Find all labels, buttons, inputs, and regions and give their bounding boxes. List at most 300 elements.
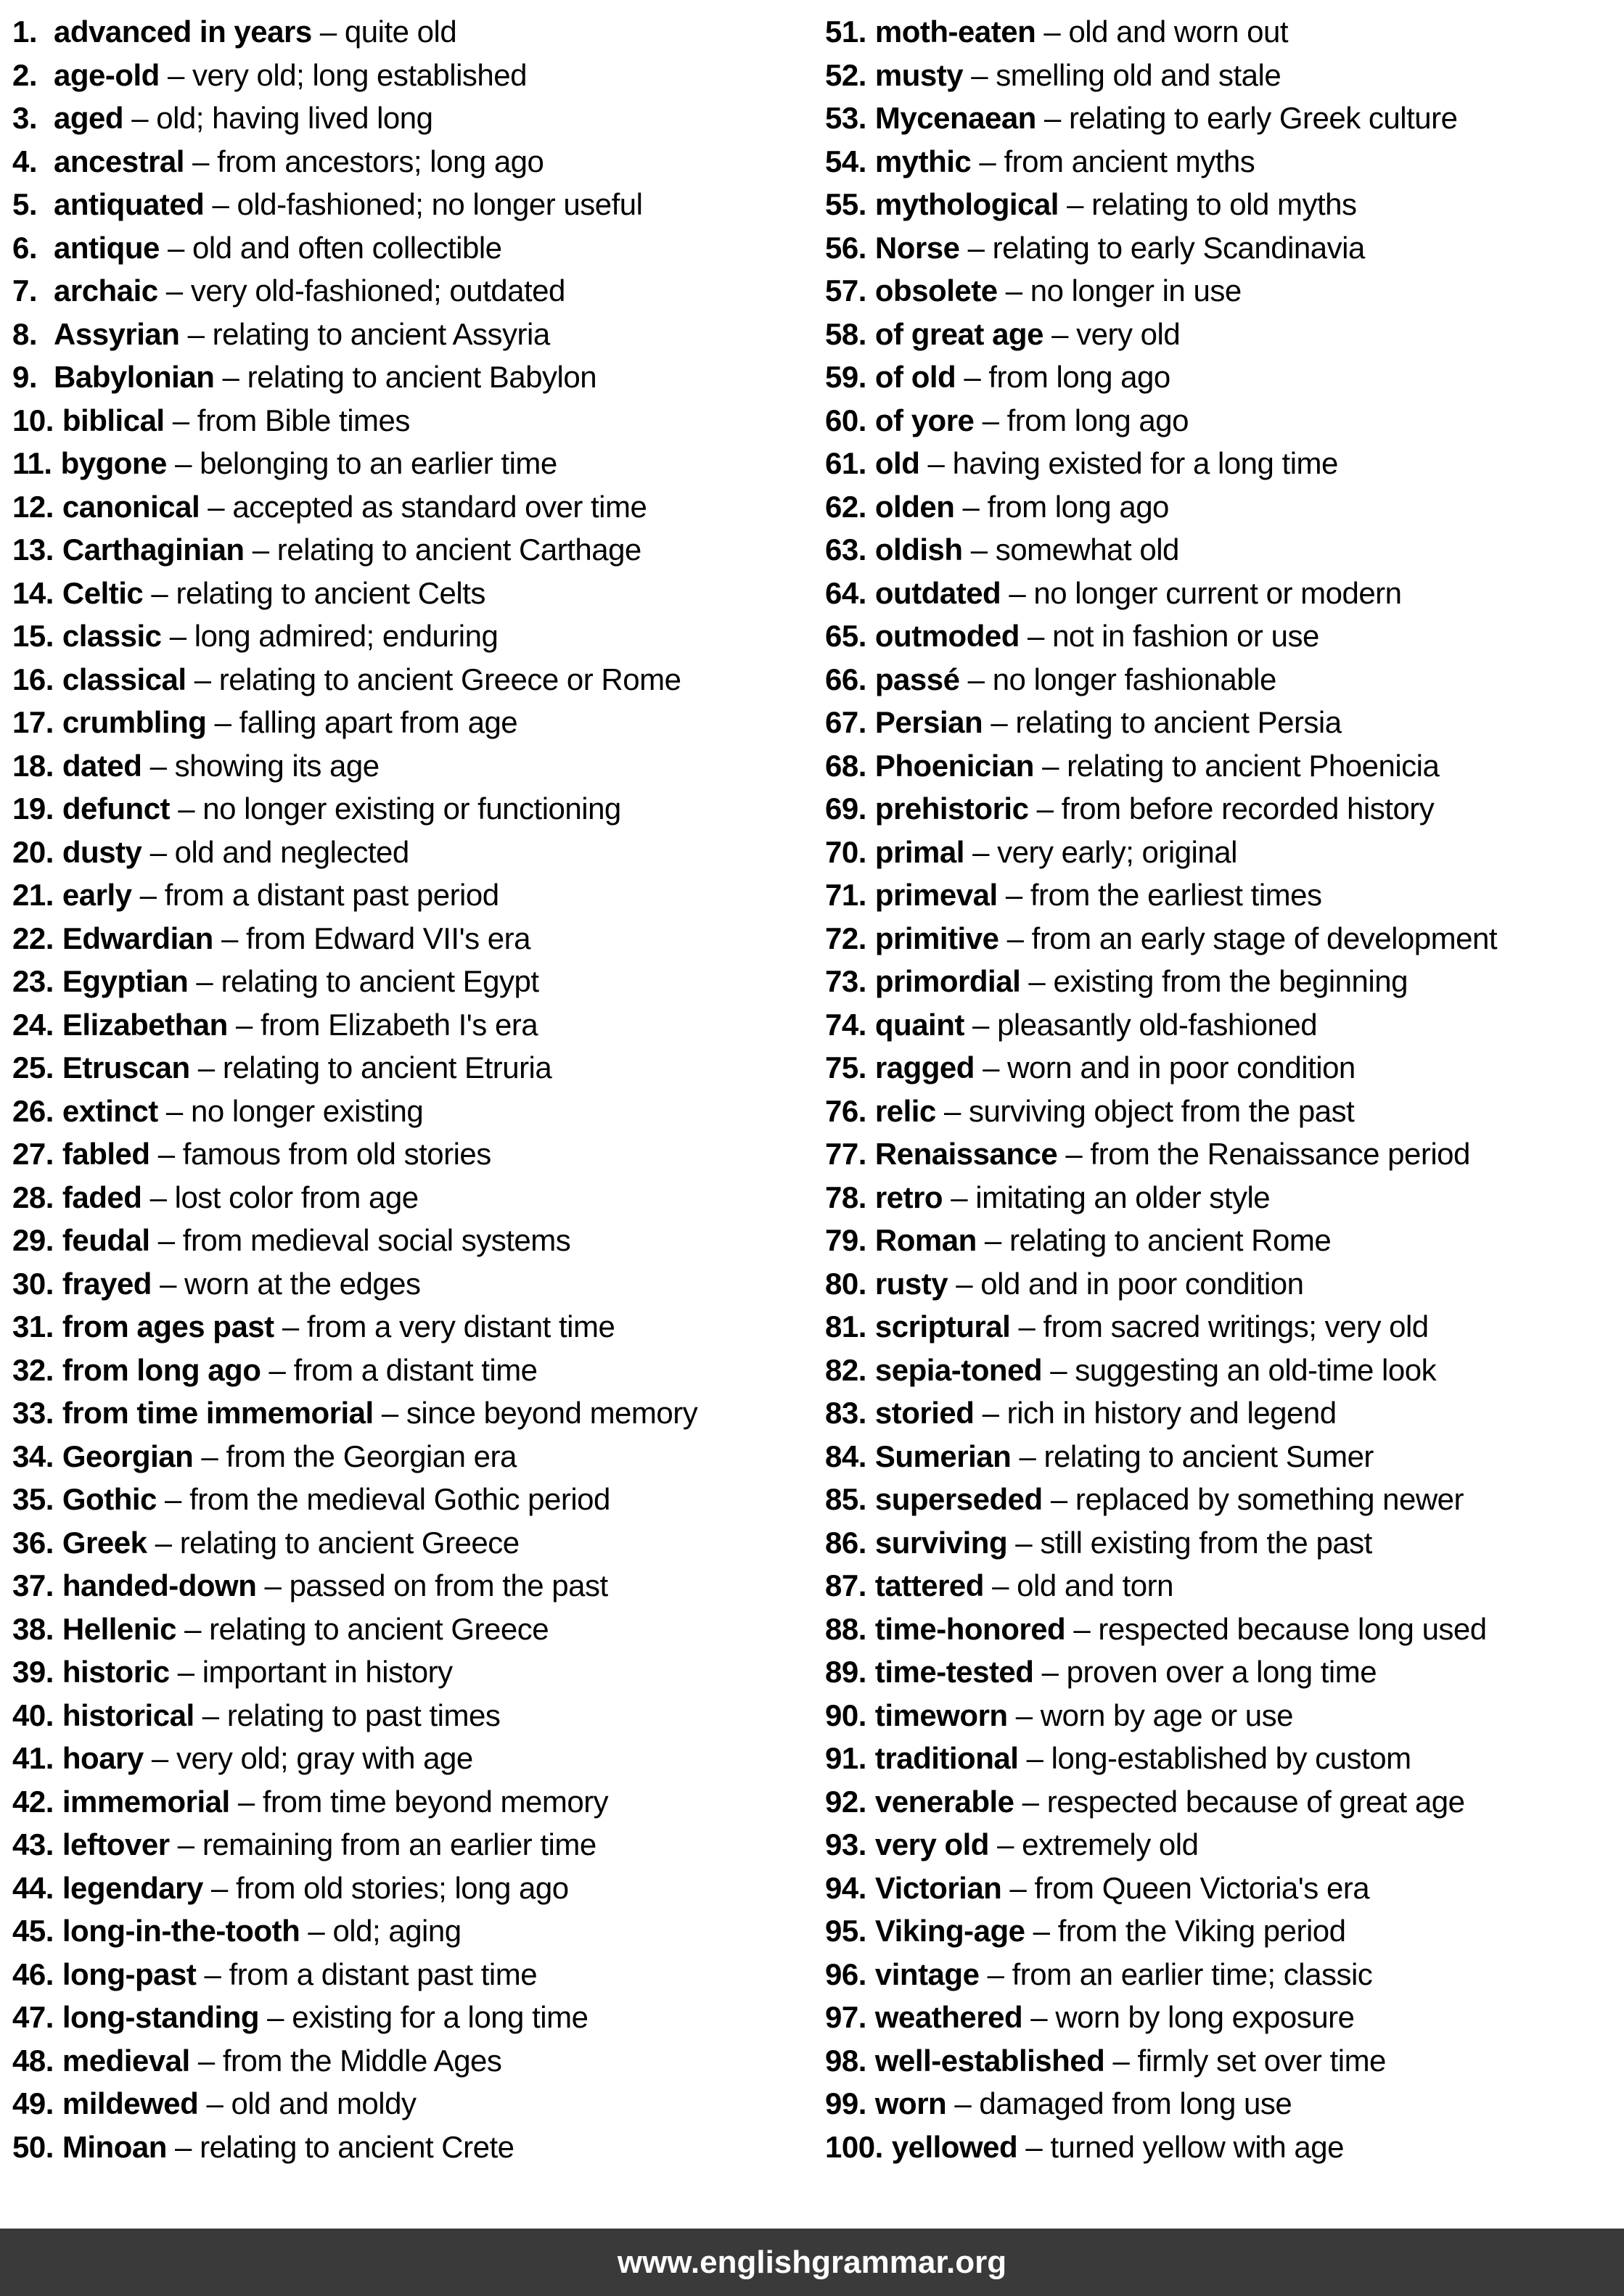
item-number: 8. <box>12 316 38 351</box>
item-term: advanced in years <box>54 15 312 49</box>
item-separator: – <box>1001 1870 1035 1905</box>
list-item <box>825 442 1624 485</box>
item-term: Georgian <box>62 1439 194 1473</box>
item-number: 70. <box>825 834 866 869</box>
item-text <box>62 1090 423 1133</box>
item-separator: – <box>194 1698 227 1732</box>
item-text <box>62 917 530 960</box>
item-term: scriptural <box>874 1309 1011 1344</box>
item-term: outmoded <box>874 619 1020 653</box>
item-separator: – <box>1001 575 1034 610</box>
item-definition: relating to ancient Crete <box>200 2129 514 2164</box>
item-definition: lost color from age <box>174 1180 419 1214</box>
item-definition: no longer existing <box>190 1093 424 1128</box>
item-separator: – <box>200 489 233 524</box>
list-item <box>12 96 812 140</box>
list-item <box>825 54 1624 97</box>
list-item <box>12 744 812 788</box>
item-number: 78. <box>825 1180 866 1214</box>
item-text <box>875 442 1338 485</box>
list-item <box>825 744 1624 788</box>
item-separator: – <box>143 575 176 610</box>
list-item <box>12 1305 812 1349</box>
item-definition: rich in history and legend <box>1006 1396 1337 1430</box>
item-separator: – <box>974 403 1007 437</box>
list-item <box>12 1219 812 1262</box>
item-term: Phoenician <box>874 748 1034 783</box>
item-separator: – <box>189 2043 223 2078</box>
item-definition: long admired; enduring <box>194 619 499 653</box>
item-term: worn <box>874 2086 947 2120</box>
item-text <box>62 1305 615 1349</box>
item-text <box>875 614 1319 658</box>
list-item <box>825 355 1624 399</box>
item-definition: no longer fashionable <box>992 662 1276 696</box>
item-text <box>54 10 456 54</box>
item-definition: old and moldy <box>231 2086 417 2120</box>
item-text <box>62 1780 608 1824</box>
item-term: from time immemorial <box>62 1396 374 1430</box>
item-separator: – <box>149 1223 183 1257</box>
item-definition: relating to ancient Phoenicia <box>1067 748 1440 783</box>
item-definition: from the medieval Gothic period <box>189 1482 610 1516</box>
item-term: ragged <box>874 1050 975 1085</box>
item-term: yellowed <box>891 2129 1018 2164</box>
item-separator: – <box>946 2086 980 2120</box>
item-number: 93. <box>825 1827 866 1861</box>
list-item <box>12 313 812 356</box>
item-definition: turned yellow with age <box>1050 2129 1344 2164</box>
list-item <box>825 226 1624 270</box>
list-item <box>825 917 1624 960</box>
item-definition: somewhat old <box>995 532 1179 567</box>
item-definition: from the earliest times <box>1030 878 1322 912</box>
list-item <box>12 1521 812 1565</box>
item-separator: – <box>300 1914 333 1948</box>
item-definition: not in fashion or use <box>1052 619 1319 653</box>
item-term: Assyrian <box>54 316 180 351</box>
item-text <box>54 269 565 313</box>
item-number: 6. <box>12 230 38 265</box>
list-item <box>825 873 1624 917</box>
list-item <box>12 1780 812 1824</box>
item-text <box>54 355 596 399</box>
item-term: Sumerian <box>874 1439 1012 1473</box>
item-separator: – <box>142 1180 175 1214</box>
item-text <box>62 485 647 529</box>
item-number: 81. <box>825 1309 866 1344</box>
item-number: 42. <box>12 1784 54 1819</box>
item-text <box>54 54 527 97</box>
item-number: 82. <box>825 1352 866 1387</box>
item-separator: – <box>1014 1784 1047 1819</box>
item-definition: passed on from the past <box>289 1568 608 1602</box>
item-definition: from ancient myths <box>1004 144 1255 178</box>
item-number: 45. <box>12 1914 54 1948</box>
item-definition: from Queen Victoria's era <box>1034 1870 1370 1905</box>
item-separator: – <box>176 1611 210 1646</box>
item-text <box>62 1953 537 1996</box>
item-text <box>875 1608 1487 1651</box>
item-number: 12. <box>12 489 54 524</box>
list-item <box>12 1909 812 1953</box>
item-term: Minoan <box>62 2129 167 2164</box>
item-definition: existing from the beginning <box>1053 964 1408 998</box>
item-definition: very old-fashioned; outdated <box>190 273 565 308</box>
list-item <box>12 140 812 184</box>
item-term: tattered <box>874 1568 984 1602</box>
item-definition: replaced by something newer <box>1075 1482 1464 1516</box>
item-separator: – <box>1007 1698 1041 1732</box>
item-text <box>875 1176 1270 1219</box>
item-separator: – <box>988 1827 1022 1861</box>
item-separator: – <box>1033 1655 1067 1689</box>
item-separator: – <box>157 273 191 308</box>
item-term: legendary <box>62 1870 203 1905</box>
item-term: bygone <box>60 446 167 480</box>
item-number: 44. <box>12 1870 54 1905</box>
item-number: 41. <box>12 1741 54 1775</box>
item-text <box>875 701 1342 744</box>
item-number: 40. <box>12 1698 54 1732</box>
item-text <box>875 658 1276 701</box>
item-definition: relating to early Scandinavia <box>992 230 1365 265</box>
item-term: archaic <box>54 273 158 308</box>
list-item <box>12 831 812 874</box>
item-term: very old <box>874 1827 989 1861</box>
item-text <box>875 399 1189 443</box>
list-item <box>12 528 812 572</box>
item-number: 29. <box>12 1223 54 1257</box>
item-separator: – <box>997 878 1030 912</box>
list-item <box>825 658 1624 701</box>
item-definition: no longer existing or functioning <box>202 791 621 826</box>
item-term: weathered <box>874 2000 1023 2034</box>
item-number: 79. <box>825 1223 866 1257</box>
item-term: of great age <box>874 316 1043 351</box>
list-item <box>825 1564 1624 1608</box>
item-separator: – <box>974 1050 1008 1085</box>
item-text <box>62 572 485 615</box>
item-number: 69. <box>825 791 866 826</box>
item-number: 55. <box>825 187 866 221</box>
item-text <box>875 1478 1464 1521</box>
item-separator: – <box>1007 1525 1041 1560</box>
item-text <box>62 1564 608 1608</box>
item-text <box>62 1349 538 1392</box>
item-definition: from Bible times <box>197 403 410 437</box>
item-number: 51. <box>825 15 866 49</box>
item-number: 64. <box>825 575 866 610</box>
item-separator: – <box>204 187 237 221</box>
item-definition: from long ago <box>1006 403 1189 437</box>
item-term: Carthaginian <box>62 532 245 567</box>
item-term: Viking-age <box>874 1914 1025 1948</box>
item-number: 35. <box>12 1482 54 1516</box>
item-term: Elizabethan <box>62 1007 228 1042</box>
item-definition: belonging to an earlier time <box>200 446 557 480</box>
item-number: 48. <box>12 2043 54 2078</box>
item-text <box>875 1305 1429 1349</box>
item-number: 61. <box>825 446 866 480</box>
item-separator: – <box>1028 791 1062 826</box>
item-number: 58. <box>825 316 866 351</box>
item-text <box>875 528 1179 572</box>
item-number: 87. <box>825 1568 866 1602</box>
list-item <box>12 960 812 1003</box>
item-definition: old and neglected <box>174 834 409 869</box>
item-text <box>875 355 1170 399</box>
item-separator: – <box>919 446 953 480</box>
item-definition: from medieval social systems <box>182 1223 571 1257</box>
item-number: 96. <box>825 1956 866 1991</box>
item-number: 84. <box>825 1439 866 1473</box>
item-separator: – <box>1104 2043 1138 2078</box>
list-item <box>825 1435 1624 1478</box>
item-definition: from the Viking period <box>1057 1914 1346 1948</box>
item-separator: – <box>1065 1611 1099 1646</box>
item-number: 16. <box>12 662 54 696</box>
item-separator: – <box>202 1870 237 1905</box>
item-separator: – <box>1020 964 1054 998</box>
list-item <box>12 1003 812 1047</box>
item-number: 24. <box>12 1007 54 1042</box>
item-term: relic <box>874 1093 936 1128</box>
item-separator: – <box>962 532 996 567</box>
item-term: Norse <box>874 230 960 265</box>
item-term: hoary <box>62 1741 144 1775</box>
item-term: outdated <box>874 575 1001 610</box>
item-text <box>62 1737 473 1780</box>
item-definition: relating to old myths <box>1091 187 1357 221</box>
list-item <box>825 1391 1624 1435</box>
item-definition: old and in poor condition <box>980 1266 1304 1301</box>
item-definition: old; aging <box>332 1914 462 1948</box>
item-term: retro <box>874 1180 943 1214</box>
list-item <box>825 572 1624 615</box>
list-item <box>12 572 812 615</box>
item-term: long-standing <box>62 2000 260 2034</box>
item-text <box>875 54 1281 97</box>
list-item <box>825 183 1624 226</box>
item-number: 7. <box>12 273 38 308</box>
item-term: prehistoric <box>874 791 1029 826</box>
list-item <box>12 1435 812 1478</box>
list-item <box>12 1478 812 1521</box>
item-number: 57. <box>825 273 866 308</box>
item-separator: – <box>193 1439 226 1473</box>
item-term: olden <box>874 489 955 524</box>
item-text <box>54 96 433 140</box>
item-text <box>54 226 502 270</box>
item-text <box>875 313 1180 356</box>
item-term: defunct <box>62 791 171 826</box>
item-number: 28. <box>12 1180 54 1214</box>
item-term: early <box>62 878 132 912</box>
list-item <box>825 1305 1624 1349</box>
item-separator: – <box>227 1007 261 1042</box>
item-text <box>62 1909 462 1953</box>
item-term: historical <box>62 1698 194 1732</box>
item-definition: having existed for a long time <box>952 446 1338 480</box>
list-item <box>12 1391 812 1435</box>
item-text <box>875 2082 1292 2126</box>
item-separator: – <box>164 403 197 437</box>
item-number: 30. <box>12 1266 54 1301</box>
item-separator: – <box>311 15 345 49</box>
item-separator: – <box>959 662 993 696</box>
item-term: of yore <box>874 403 975 437</box>
item-term: long-past <box>62 1956 197 1991</box>
item-definition: from long ago <box>987 489 1169 524</box>
item-text <box>62 399 410 443</box>
item-definition: from Edward VII's era <box>245 921 530 955</box>
item-text <box>62 831 409 874</box>
list-item <box>825 1349 1624 1392</box>
list-item <box>825 1737 1624 1780</box>
item-term: obsolete <box>874 273 998 308</box>
item-separator: – <box>184 144 218 178</box>
list-item <box>12 614 812 658</box>
item-number: 47. <box>12 2000 54 2034</box>
item-text <box>62 1391 697 1435</box>
item-definition: suggesting an old-time look <box>1075 1352 1437 1387</box>
list-item <box>825 485 1624 529</box>
item-separator: – <box>166 2129 200 2164</box>
item-term: primordial <box>874 964 1021 998</box>
item-number: 25. <box>12 1050 54 1085</box>
item-definition: falling apart from age <box>239 705 518 739</box>
item-number: 63. <box>825 532 866 567</box>
item-text <box>62 1650 453 1694</box>
list-item <box>825 140 1624 184</box>
item-separator: – <box>959 230 993 265</box>
footer-url: www.englishgrammar.org <box>617 2244 1007 2280</box>
item-definition: proven over a long time <box>1066 1655 1377 1689</box>
item-separator: – <box>189 1050 223 1085</box>
item-definition: from old stories; long ago <box>236 1870 569 1905</box>
item-term: from long ago <box>62 1352 261 1387</box>
item-text <box>62 960 539 1003</box>
item-definition: smelling old and stale <box>996 57 1281 92</box>
item-separator: – <box>131 878 165 912</box>
item-term: Victorian <box>874 1870 1002 1905</box>
list-item <box>12 1608 812 1651</box>
item-text <box>875 140 1255 184</box>
item-term: Babylonian <box>54 360 215 394</box>
item-definition: from sacred writings; very old <box>1043 1309 1429 1344</box>
item-number: 90. <box>825 1698 866 1732</box>
list-item <box>825 787 1624 831</box>
item-term: sepia-toned <box>874 1352 1043 1387</box>
item-definition: old and torn <box>1017 1568 1173 1602</box>
list-item <box>825 96 1624 140</box>
item-text <box>62 1694 500 1737</box>
item-number: 3. <box>12 101 38 135</box>
item-separator: – <box>943 1180 976 1214</box>
item-text <box>875 960 1408 1003</box>
list-item <box>825 1650 1624 1694</box>
item-separator: – <box>983 705 1016 739</box>
item-definition: worn by long exposure <box>1055 2000 1355 2034</box>
item-definition: relating to ancient Assyria <box>212 316 550 351</box>
list-item <box>825 831 1624 874</box>
item-text <box>875 1996 1355 2039</box>
item-number: 46. <box>12 1956 54 1991</box>
item-separator: – <box>149 1137 183 1171</box>
item-separator: – <box>964 834 998 869</box>
item-definition: remaining from an earlier time <box>202 1827 596 1861</box>
list-item <box>825 399 1624 443</box>
item-separator: – <box>151 1266 185 1301</box>
item-definition: old; having lived long <box>156 101 433 135</box>
item-text <box>62 744 380 788</box>
item-definition: worn and in poor condition <box>1007 1050 1356 1085</box>
item-separator: – <box>169 1655 202 1689</box>
item-term: leftover <box>62 1827 170 1861</box>
list-item <box>12 1823 812 1867</box>
item-definition: respected because of great age <box>1046 1784 1465 1819</box>
item-separator: – <box>142 834 175 869</box>
item-definition: very old <box>1076 316 1181 351</box>
item-term: feudal <box>62 1223 150 1257</box>
item-definition: worn by age or use <box>1040 1698 1293 1732</box>
item-number: 73. <box>825 964 866 998</box>
item-term: long-in-the-tooth <box>62 1914 300 1948</box>
item-definition: from Elizabeth I's era <box>260 1007 538 1042</box>
item-separator: – <box>214 360 247 394</box>
item-number: 17. <box>12 705 54 739</box>
item-number: 94. <box>825 1870 866 1905</box>
item-number: 33. <box>12 1396 54 1430</box>
list-item <box>825 1953 1624 1996</box>
item-definition: existing for a long time <box>292 2000 589 2034</box>
item-number: 71. <box>825 878 866 912</box>
item-text <box>875 873 1322 917</box>
item-number: 19. <box>12 791 54 826</box>
item-definition: from ancestors; long ago <box>217 144 544 178</box>
item-separator: – <box>1035 15 1069 49</box>
item-separator: – <box>261 1352 294 1387</box>
list-item <box>825 1694 1624 1737</box>
item-definition: extremely old <box>1022 1827 1199 1861</box>
list-item <box>12 183 812 226</box>
list-item <box>825 1132 1624 1176</box>
item-text <box>875 831 1237 874</box>
list-item <box>825 1996 1624 2039</box>
item-number: 43. <box>12 1827 54 1861</box>
item-term: surviving <box>874 1525 1008 1560</box>
item-text <box>875 1953 1372 1996</box>
list-item <box>12 1650 812 1694</box>
item-separator: – <box>956 360 989 394</box>
item-number: 67. <box>825 705 866 739</box>
item-number: 5. <box>12 187 38 221</box>
list-item <box>825 960 1624 1003</box>
item-definition: accepted as standard over time <box>232 489 647 524</box>
item-term: fabled <box>62 1137 150 1171</box>
item-text <box>875 572 1402 615</box>
item-number: 9. <box>12 360 38 394</box>
list-item <box>825 2082 1624 2126</box>
item-separator: – <box>974 1396 1007 1430</box>
item-number: 14. <box>12 575 54 610</box>
item-term: classic <box>62 619 162 653</box>
item-definition: relating to ancient Greece <box>209 1611 549 1646</box>
item-separator: – <box>123 101 157 135</box>
item-term: aged <box>54 101 124 135</box>
item-number: 65. <box>825 619 866 653</box>
